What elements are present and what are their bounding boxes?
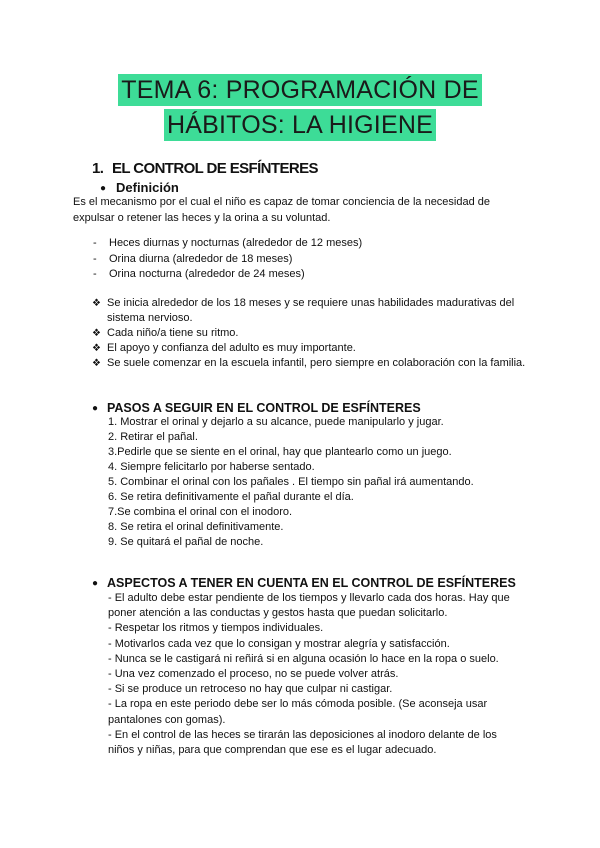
notes-list (92, 296, 532, 371)
list-item: 3.Pedirle que se siente en el orinal, hay que plantearlo como un juego. (108, 446, 452, 458)
page-title (0, 74, 600, 144)
bullet-icon: ● (100, 183, 107, 194)
list-item: 5. Combinar el orinal con los pañales . El tiempo sin pañal irá aumentando. (108, 476, 474, 488)
list-item: 7.Se combina el orinal con el inodoro. (108, 506, 293, 518)
age-list (93, 236, 362, 283)
list-item: - Motivarlos cada vez que lo consigan y mostrar alegría y satisfacción. (108, 637, 450, 650)
list-item (92, 341, 532, 356)
list-item: 8. Se retira el orinal definitivamente. (108, 521, 284, 533)
aspects-list (108, 591, 518, 758)
diamond-bullet-icon: ❖ (92, 298, 101, 309)
steps-list (108, 415, 474, 550)
definition-heading (100, 180, 179, 195)
bullet-icon: ● (92, 578, 99, 589)
list-item: 6. Se retira definitivamente el pañal durante el día. (108, 491, 354, 503)
section-1-heading (92, 160, 318, 177)
list-item: 9. Se quitará el pañal de noche. (108, 536, 264, 548)
list-item: - Nunca se le castigará ni reñirá si en alguna ocasión lo hace en la ropa o suelo. (108, 652, 499, 665)
list-item: 2. Retirar el pañal. (108, 431, 198, 443)
diamond-bullet-icon: ❖ (92, 343, 101, 354)
note-text: Se inicia alrededor de los 18 meses y se requiere unas habilidades madurativas del sistema nervioso. (107, 297, 515, 324)
title-line-2: HÁBITOS: LA HIGIENE (164, 109, 436, 141)
list-item: - En el control de las heces se tirarán las deposiciones al inodoro delante de los niños y niñas, para que comprendan que ese es el lugar adecuado. (108, 728, 497, 757)
section-number: 1. (92, 160, 104, 177)
list-item: - Una vez comenzado el proceso, no se puede volver atrás. (108, 668, 399, 681)
list-item: - Heces diurnas y nocturnas (alrededor de 12 meses) (93, 236, 362, 252)
list-item: - Orina diurna (alrededor de 18 meses) (93, 252, 362, 268)
list-item: - La ropa en este periodo debe ser lo más cómoda posible. (Se aconseja usar pantalones con gomas). (108, 698, 488, 726)
note-text: Cada niño/a tiene su ritmo. (107, 327, 239, 339)
note-text: Se suele comenzar en la escuela infantil, pero siempre en colaboración con la familia. (107, 357, 526, 369)
steps-heading (92, 401, 421, 415)
note-text: El apoyo y confianza del adulto es muy importante. (107, 342, 356, 354)
list-item (92, 356, 532, 371)
list-item: 4. Siempre felicitarlo por haberse sentado. (108, 461, 315, 473)
steps-title: PASOS A SEGUIR EN EL CONTROL DE ESFÍNTERES (107, 401, 421, 415)
list-item (92, 296, 532, 326)
aspects-heading (92, 576, 516, 590)
list-item: - El adulto debe estar pendiente de los tiempos y llevarlo cada dos horas. Hay que poner atención a las conductas y gestos hasta que puedan solicitarlo. (108, 592, 510, 620)
title-line-1: TEMA 6: PROGRAMACIÓN DE (118, 74, 481, 106)
definition-label: Definición (116, 180, 179, 195)
section-title: EL CONTROL DE ESFÍNTERES (112, 160, 318, 177)
list-item: - Si se produce un retroceso no hay que culpar ni castigar. (108, 683, 393, 696)
definition-text: Es el mecanismo por el cual el niño es capaz de tomar conciencia de la necesidad de expulsar o retener las heces y la orina a su voluntad. (73, 196, 491, 224)
bullet-icon: ● (92, 403, 99, 414)
list-item: - Respetar los ritmos y tiempos individuales. (108, 622, 324, 635)
list-item: 1. Mostrar el orinal y dejarlo a su alcance, puede manipularlo y jugar. (108, 416, 444, 428)
list-item: - Orina nocturna (alrededor de 24 meses) (93, 267, 362, 283)
diamond-bullet-icon: ❖ (92, 358, 101, 369)
list-item (92, 326, 532, 341)
diamond-bullet-icon: ❖ (92, 328, 101, 339)
aspects-title: ASPECTOS A TENER EN CUENTA EN EL CONTROL DE ESFÍNTERES (107, 576, 516, 590)
